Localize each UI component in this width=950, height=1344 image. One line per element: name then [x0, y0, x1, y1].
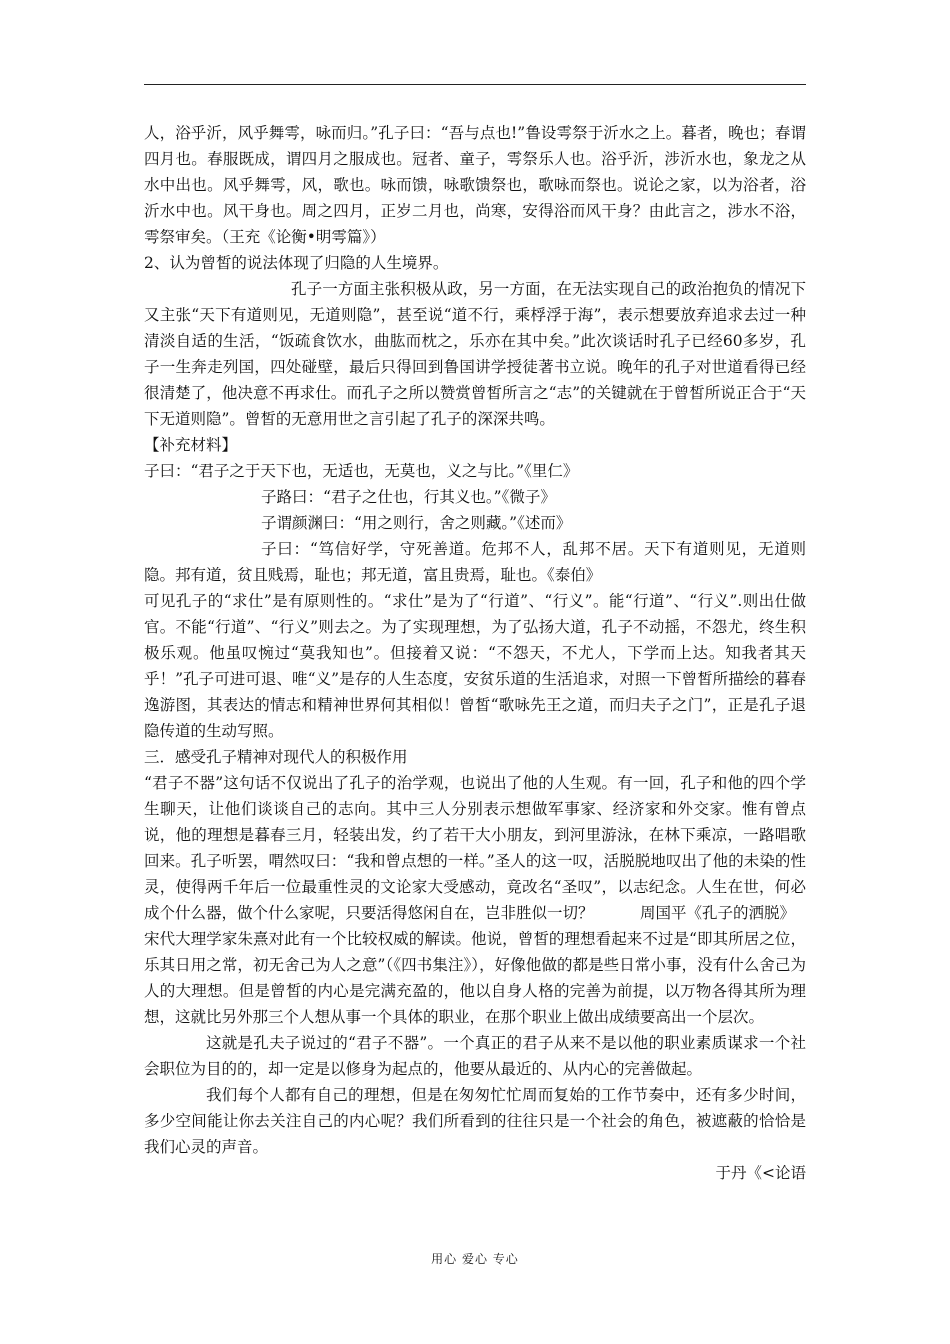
document-body: [144, 120, 806, 1186]
quote-taibo: 子曰：“笃信好学，守死善道。危邦不人，乱邦不居。天下有道则见，无道则隐。邦有道，贫且贱焉，耻也；邦无道，富且贵焉，耻也。《泰伯》: [144, 540, 806, 584]
paragraph-inner-voice: 我们每个人都有自己的理想，但是在匆匆忙忙周而复始的工作节奏中，还有多少时间，多少空间能让你去关注自己的内心呢？我们所看到的往往只是一个社会的角色，被遮蔽的恰恰是我们心灵的声音。: [144, 1086, 806, 1156]
paragraph-qiushi: 可见孔子的“求仕”是有原则性的。“求仕”是为了“行道”、“行义”。能“行道”、“行义”.则出仕做官。不能“行道”、“行义”则去之。为了实现理想，为了弘扬大道，孔子不动摇，不怨尤，终生积极乐观。他虽叹惋过“莫我知也”。但接着又说：“不怨天，不尤人，下学而上达。知我者其天乎！”孔子可进可退、唯“义”是存的人生态度，安贫乐道的生活追求，对照一下曾皙所描绘的暮春逸游图，其表达的情志和精神世界何其相似！曾皙“歌咏先王之道，而归夫子之门”，正是孔子退隐传道的生动写照。: [144, 592, 806, 740]
header-rule: [144, 84, 806, 85]
quote-liren: 子曰：“君子之于天下也，无适也，无莫也，义之与比。”《里仁》: [144, 462, 579, 480]
quote-shuer: 子谓颜渊曰：“用之则行，舍之则藏。”《述而》: [261, 514, 572, 532]
page-footer: 用心 爱心 专心: [431, 1252, 519, 1266]
paragraph-zhuxi: 宋代大理学家朱熹对此有一个比较权威的解读。他说，曾皙的理想看起来不过是“即其所居之位，乐其日用之常，初无舍己为人之意”（《四书集注》），好像他做的都是些日常小事，没有什么舍己为人的大理想。但是曾皙的内心是完满充盈的，他以自身人格的完善为前提，以万物各得其所为理想，这就比另外那三个人想从事一个具体的职业，在那个职业上做出成绩要高出一个层次。: [144, 930, 806, 1026]
supplement-heading: 【补充材料】: [144, 436, 238, 454]
attribution-yudan: 于丹《<论语: [715, 1164, 806, 1182]
paragraph-retreat-view: 孔子一方面主张积极从政，另一方面，在无法实现自己的政治抱负的情况下又主张“天下有道则见，无道则隐”，甚至说“道不行，乘桴浮于海”，表示想要放弃追求去过一种清淡自适的生活，“饭疏食饮水，曲肱而枕之，乐亦在其中矣。”此次谈话时孔子已经60多岁，孔子一生奔走列国，四处碰壁，最后只得回到鲁国讲学授徒著书立说。晚年的孔子对世道看得已经很清楚了，他决意不再求仕。而孔子之所以赞赏曾皙所言之“志”的关键就在于曾皙所说正合于“天下无道则隐”。曾皙的无意用世之言引起了孔子的深深共鸣。: [144, 280, 806, 428]
section-heading-3: 三．感受孔子精神对现代人的积极作用: [144, 748, 408, 766]
section-heading-2: 2、认为曾皙的说法体现了归隐的人生境界。: [144, 254, 449, 272]
quote-weizi: 子路曰：“君子之仕也，行其义也。”《微子》: [261, 488, 556, 506]
paragraph-junzi-definition: 这就是孔夫子说过的“君子不器”。一个真正的君子从来不是以他的职业素质谋求一个社会职位为目的的，却一定是以修身为起点的，他要从最近的、从内心的完善做起。: [144, 1034, 806, 1078]
paragraph-junzi-buqi: “君子不器”这句话不仅说出了孔子的治学观，也说出了他的人生观。有一回，孔子和他的四个学生聊天，让他们谈谈自己的志向。其中三人分别表示想做军事家、经济家和外交家。惟有曾点说，他的理想是暮春三月，轻装出发，约了若干大小朋友，到河里游泳，在林下乘凉，一路唱歌回来。孔子听罢，喟然叹曰：“我和曾点想的一样。”圣人的这一叹，活脱脱地叹出了他的未染的性灵，使得两千年后一位最重性灵的文论家大受感动，竟改名“圣叹”，以志纪念。人生在世，何必成个什么器，做个什么家呢，只要活得悠闲自在，岂非胜似一切？ 周国平《孔子的洒脱》: [144, 774, 806, 922]
paragraph-quote-lunheng: 人，浴乎沂，风乎舞雩，咏而归。”孔子曰：“吾与点也!”鲁设雩祭于沂水之上。暮者，晚也；春谓四月也。春服既成，谓四月之服成也。冠者、童子，雩祭乐人也。浴乎沂，涉沂水也，象龙之从水中出也。风乎舞雩，风，歌也。咏而馈，咏歌馈祭也，歌咏而祭也。说论之家，以为浴者，浴沂水中也。风干身也。周之四月，正岁二月也，尚寒，安得浴而风干身？由此言之，涉水不浴，雩祭审矣。（王充《论衡•明雩篇》）: [144, 124, 806, 246]
